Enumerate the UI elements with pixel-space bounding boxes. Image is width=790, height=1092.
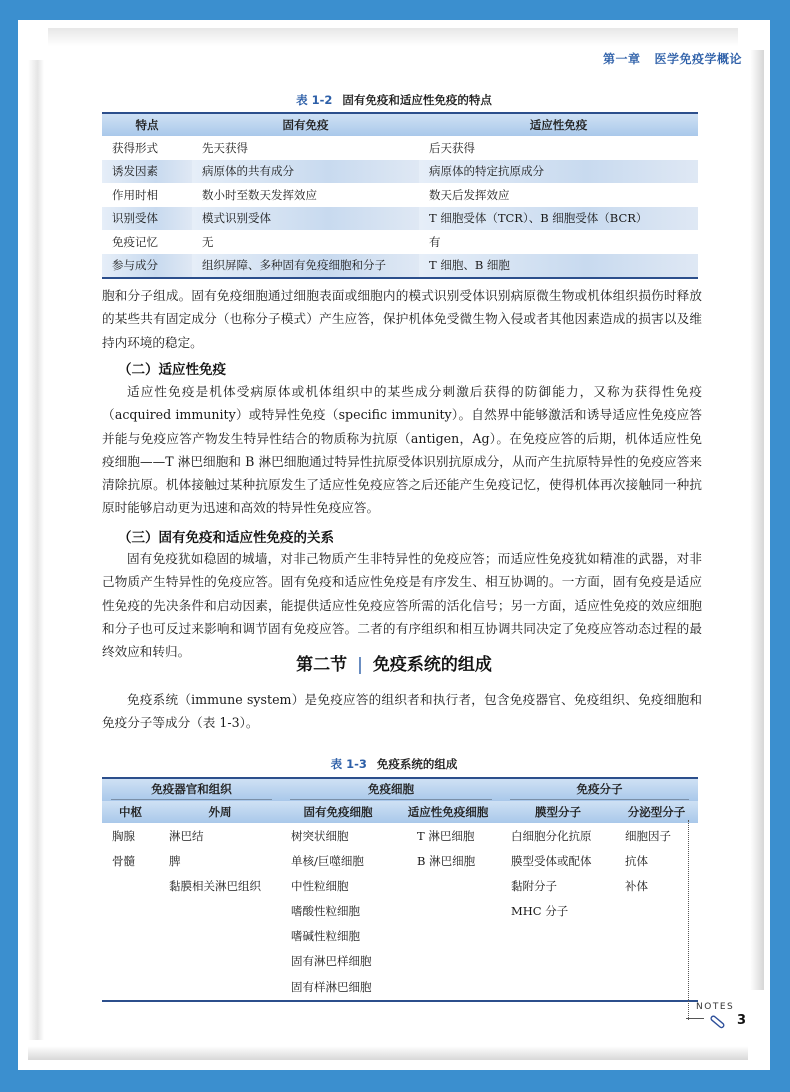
cell: 作用时相	[112, 187, 158, 202]
table-row	[102, 254, 698, 279]
table-title: 免疫系统的组成	[376, 757, 458, 771]
group-header: 免疫细胞	[281, 778, 501, 801]
cell	[395, 898, 501, 923]
paragraph-text: 胞和分子组成。固有免疫细胞通过细胞表面或细胞内的模式识别受体识别病原微生物或机体组织损伤时释放的某些共有固定成分（也称分子模式）产生应答，保护机体免受微生物入侵或者其他因素造成的损害以及维持内环境的稳定。	[102, 288, 702, 350]
cell: 中性粒细胞	[291, 878, 349, 893]
page-number: 3	[737, 1013, 747, 1028]
column-header: 固有免疫细胞	[281, 801, 395, 823]
cell: 树突状细胞	[291, 828, 349, 843]
cell: 模式识别受体	[192, 207, 419, 231]
table-row	[102, 873, 698, 898]
table-row	[102, 207, 698, 231]
cell: MHC 分子	[511, 903, 569, 918]
chapter-label: 第一章	[602, 52, 641, 66]
cell	[102, 948, 159, 973]
book-page	[18, 20, 770, 1070]
cell: T 细胞、B 细胞	[419, 254, 698, 279]
cell: 黏附分子	[511, 878, 557, 893]
table-1-3	[102, 777, 698, 1002]
column-header: 分泌型分子	[615, 801, 698, 823]
notes-rule	[686, 1018, 704, 1019]
cell: 诱发因素	[102, 160, 192, 184]
column-header: 膜型分子	[501, 801, 615, 823]
cell	[102, 973, 159, 1001]
cell: 参与成分	[102, 254, 192, 279]
paragraph	[102, 284, 702, 354]
cell	[102, 898, 159, 923]
cell: 细胞因子	[625, 828, 671, 843]
cell: 补体	[625, 878, 648, 893]
paragraph	[102, 380, 702, 520]
cell: 后天获得	[429, 140, 475, 155]
cell: B 淋巴细胞	[417, 853, 476, 868]
table-row	[102, 183, 698, 207]
section-heading: 免疫系统的组成	[372, 655, 492, 675]
cell: 抗体	[625, 853, 648, 868]
running-head	[603, 50, 742, 67]
cell: 膜型受体或配体	[511, 853, 592, 868]
page-shadow	[28, 1046, 748, 1060]
cell: 数天后发挥效应	[429, 187, 510, 202]
table-1-3-caption	[18, 756, 770, 772]
page-shadow	[750, 50, 764, 990]
paragraph	[102, 688, 702, 735]
cell: 病原体的共有成分	[192, 160, 419, 184]
table-row	[102, 230, 698, 254]
page-shadow	[28, 60, 44, 1040]
cell	[501, 948, 615, 973]
table-row	[102, 136, 698, 160]
column-header: 特点	[102, 113, 192, 136]
cell: 无	[202, 234, 214, 249]
cell	[395, 973, 501, 1001]
cell	[159, 948, 281, 973]
cell	[102, 923, 159, 948]
cell: 胸腺	[112, 828, 135, 843]
cell: T 淋巴细胞	[417, 828, 475, 843]
cell	[615, 898, 698, 923]
cell: 嗜酸性粒细胞	[291, 903, 360, 918]
group-header: 免疫器官和组织	[102, 778, 281, 801]
table-row	[102, 973, 698, 1001]
cell: 病原体的特定抗原成分	[419, 160, 698, 184]
cell: 识别受体	[102, 207, 192, 231]
table-title: 固有免疫和适应性免疫的特点	[342, 93, 492, 107]
notes-label: NOTES	[696, 1002, 735, 1012]
pencil-icon	[708, 1015, 728, 1029]
cell: 固有样淋巴细胞	[281, 973, 395, 1001]
cell: 有	[429, 234, 441, 249]
subsection-heading: （三）固有免疫和适应性免疫的关系	[118, 530, 334, 546]
cell: 单核/巨噬细胞	[291, 853, 364, 868]
table-number: 表 1-2	[296, 93, 333, 107]
cell: 数小时至数天发挥效应	[202, 187, 317, 202]
column-header: 外周	[159, 801, 281, 823]
cell	[159, 923, 281, 948]
cell: 脾	[169, 853, 181, 868]
cell: 嗜碱性粒细胞	[291, 928, 360, 943]
page-shadow	[48, 28, 738, 46]
cell: 白细胞分化抗原	[511, 828, 592, 843]
table-row	[102, 898, 698, 923]
cell	[395, 873, 501, 898]
paragraph-text: 适应性免疫是机体受病原体或机体组织中的某些成分刺激后获得的防御能力，又称为获得性免疫（acquired immunity）或特异性免疫（specific immunity）。自然界中能够激活和诱导适应性免疫应答并能与免疫应答产物发生特异性结合的物质称为抗原（antigen，Ag）。在免疫应答的后期，机体适应性免疫细胞——T 淋巴细胞和 B 淋巴细胞通过特异性抗原受体识别抗原成分，从而产生抗原特异性的免疫应答来清除抗原。机体接触过某种抗原发生了适应性免疫应答之后还能产生免疫记忆，使得机体再次接触同一种抗原时能够启动更为迅速和高效的特异性免疫应答。	[102, 384, 702, 516]
column-header: 中枢	[102, 801, 159, 823]
cell	[395, 923, 501, 948]
cell: 先天获得	[202, 140, 248, 155]
cell	[159, 973, 281, 1001]
table-1-2	[102, 112, 698, 279]
subsection-heading: （二）适应性免疫	[118, 362, 226, 378]
cell: 固有淋巴样细胞	[291, 953, 372, 968]
cell	[102, 873, 159, 898]
table-row	[102, 823, 698, 848]
cell	[615, 948, 698, 973]
column-header: 适应性免疫细胞	[395, 801, 501, 823]
paragraph-text: 固有免疫犹如稳固的城墙，对非己物质产生非特异性的免疫应答；而适应性免疫犹如精准的武器，对非己物质产生特异性的免疫应答。固有免疫和适应性免疫是有序发生、相互协调的。一方面，固有免疫是适应性免疫的先决条件和启动因素，能提供适应性免疫应答所需的活化信号；另一方面，适应性免疫的效应细胞和分子也可反过来影响和调节固有免疫应答。二者的有序组织和相互协调共同决定了免疫应答动态过程的最终效应和转归。	[102, 551, 702, 660]
cell	[501, 923, 615, 948]
margin-rule	[688, 820, 689, 1020]
cell: 组织屏障、多种固有免疫细胞和分子	[192, 254, 419, 279]
cell: 获得形式	[112, 140, 158, 155]
cell	[615, 923, 698, 948]
table-1-2-caption	[18, 92, 770, 108]
table-row	[102, 923, 698, 948]
section-title	[18, 650, 770, 675]
cell	[501, 973, 615, 1001]
cell: T 细胞受体（TCR）、B 细胞受体（BCR）	[419, 207, 698, 231]
cell: 免疫记忆	[112, 234, 158, 249]
cell: 淋巴结	[169, 828, 204, 843]
paragraph-text: 免疫系统（immune system）是免疫应答的组织者和执行者，包含免疫器官、免疫组织、免疫细胞和免疫分子等成分（表 1-3）。	[102, 692, 702, 731]
section-label: 第二节	[296, 655, 348, 675]
column-header: 固有免疫	[192, 113, 419, 136]
section-divider: |	[357, 655, 363, 675]
cell	[395, 948, 501, 973]
cell	[615, 973, 698, 1001]
table-row	[102, 948, 698, 973]
cell: 骨髓	[112, 853, 135, 868]
table-row	[102, 160, 698, 184]
table-row	[102, 848, 698, 873]
cell	[159, 898, 281, 923]
table-number: 表 1-3	[330, 757, 367, 771]
cell: 黏膜相关淋巴组织	[169, 878, 261, 893]
chapter-title: 医学免疫学概论	[654, 52, 742, 66]
paragraph	[102, 547, 702, 663]
column-header: 适应性免疫	[419, 113, 698, 136]
group-header: 免疫分子	[501, 778, 698, 801]
